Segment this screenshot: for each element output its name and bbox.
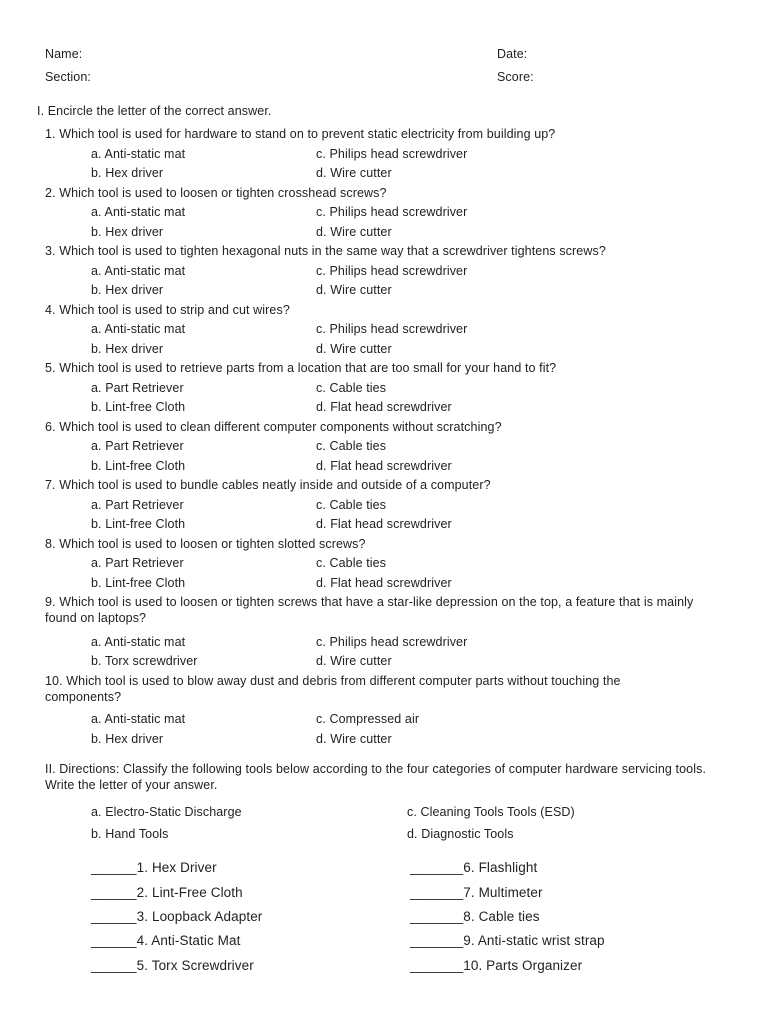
score-label: Score: — [497, 70, 534, 84]
choice-b: b. Lint-free Cloth — [91, 400, 186, 414]
question-text: 7. Which tool is used to bundle cables neatly inside and outside of a computer? — [45, 478, 491, 492]
part1-instruction: I. Encircle the letter of the correct answer. — [37, 104, 272, 118]
category-c: c. Cleaning Tools Tools (ESD) — [407, 805, 575, 819]
question-text: 10. Which tool is used to blow away dust and debris from different computer parts without touching the components? — [45, 674, 621, 704]
question-text: 6. Which tool is used to clean different computer components without scratching? — [45, 420, 502, 434]
category-a: a. Electro-Static Discharge — [91, 805, 242, 819]
category-b: b. Hand Tools — [91, 827, 169, 841]
choice-c: c. Cable ties — [316, 556, 387, 570]
choice-b: b. Lint-free Cloth — [91, 459, 186, 473]
choice-b: b. Hex driver — [91, 166, 164, 180]
question-text: 8. Which tool is used to loosen or tighten slotted screws? — [45, 537, 366, 551]
classify-item-1: ______1. Hex Driver — [91, 860, 217, 875]
choice-c: c. Philips head screwdriver — [316, 322, 468, 336]
choice-c: c. Philips head screwdriver — [316, 264, 468, 278]
question-text: 5. Which tool is used to retrieve parts from a location that are too small for your hand to fit? — [45, 361, 557, 375]
choice-c: c. Cable ties — [316, 439, 387, 453]
choice-a: a. Anti-static mat — [91, 635, 186, 649]
choice-a: a. Anti-static mat — [91, 147, 186, 161]
category-d: d. Diagnostic Tools — [407, 827, 514, 841]
choice-a: a. Part Retriever — [91, 556, 184, 570]
choice-a: a. Part Retriever — [91, 381, 184, 395]
choice-b: b. Hex driver — [91, 283, 164, 297]
choice-a: a. Anti-static mat — [91, 712, 186, 726]
choice-a: a. Anti-static mat — [91, 322, 186, 336]
choice-c: c. Cable ties — [316, 381, 387, 395]
choice-d: d. Flat head screwdriver — [316, 517, 452, 531]
choice-d: d. Flat head screwdriver — [316, 576, 452, 590]
choice-d: d. Flat head screwdriver — [316, 459, 452, 473]
choice-b: b. Lint-free Cloth — [91, 517, 186, 531]
choice-b: b. Hex driver — [91, 225, 164, 239]
question-text: 9. Which tool is used to loosen or tighten screws that have a star-like depression on the top, a feature that is mainly found on laptops? — [45, 595, 694, 625]
choice-b: b. Hex driver — [91, 732, 164, 746]
choice-a: a. Anti-static mat — [91, 205, 186, 219]
classify-item-9: _______9. Anti-static wrist strap — [410, 933, 605, 948]
classify-item-3: ______3. Loopback Adapter — [91, 909, 263, 924]
choice-d: d. Wire cutter — [316, 732, 392, 746]
section-label: Section: — [45, 70, 91, 84]
choice-d: d. Flat head screwdriver — [316, 400, 452, 414]
choice-c: c. Compressed air — [316, 712, 420, 726]
choice-c: c. Cable ties — [316, 498, 387, 512]
choice-d: d. Wire cutter — [316, 654, 392, 668]
choice-c: c. Philips head screwdriver — [316, 147, 468, 161]
date-label: Date: — [497, 47, 528, 61]
classify-item-5: ______5. Torx Screwdriver — [91, 958, 254, 973]
classify-item-2: ______2. Lint-Free Cloth — [91, 885, 243, 900]
question-text: 3. Which tool is used to tighten hexagonal nuts in the same way that a screwdriver tightens screws? — [45, 244, 606, 258]
classify-item-6: _______6. Flashlight — [410, 860, 538, 875]
choice-d: d. Wire cutter — [316, 283, 392, 297]
classify-item-8: _______8. Cable ties — [410, 909, 540, 924]
choice-c: c. Philips head screwdriver — [316, 205, 468, 219]
choice-a: a. Part Retriever — [91, 498, 184, 512]
name-label: Name: — [45, 47, 83, 61]
choice-b: b. Hex driver — [91, 342, 164, 356]
question-text: 1. Which tool is used for hardware to stand on to prevent static electricity from building up? — [45, 127, 556, 141]
choice-b: b. Torx screwdriver — [91, 654, 198, 668]
part2-directions: II. Directions: Classify the following tools below according to the four categories of computer hardware servicing tools. Write the letter of your answer. — [45, 762, 707, 792]
classify-item-7: _______7. Multimeter — [410, 885, 543, 900]
choice-a: a. Anti-static mat — [91, 264, 186, 278]
classify-item-4: ______4. Anti-Static Mat — [91, 933, 241, 948]
question-text: 4. Which tool is used to strip and cut wires? — [45, 303, 290, 317]
question-text: 2. Which tool is used to loosen or tighten crosshead screws? — [45, 186, 387, 200]
choice-b: b. Lint-free Cloth — [91, 576, 186, 590]
choice-c: c. Philips head screwdriver — [316, 635, 468, 649]
classify-item-10: _______10. Parts Organizer — [410, 958, 583, 973]
choice-d: d. Wire cutter — [316, 166, 392, 180]
choice-a: a. Part Retriever — [91, 439, 184, 453]
choice-d: d. Wire cutter — [316, 225, 392, 239]
choice-d: d. Wire cutter — [316, 342, 392, 356]
